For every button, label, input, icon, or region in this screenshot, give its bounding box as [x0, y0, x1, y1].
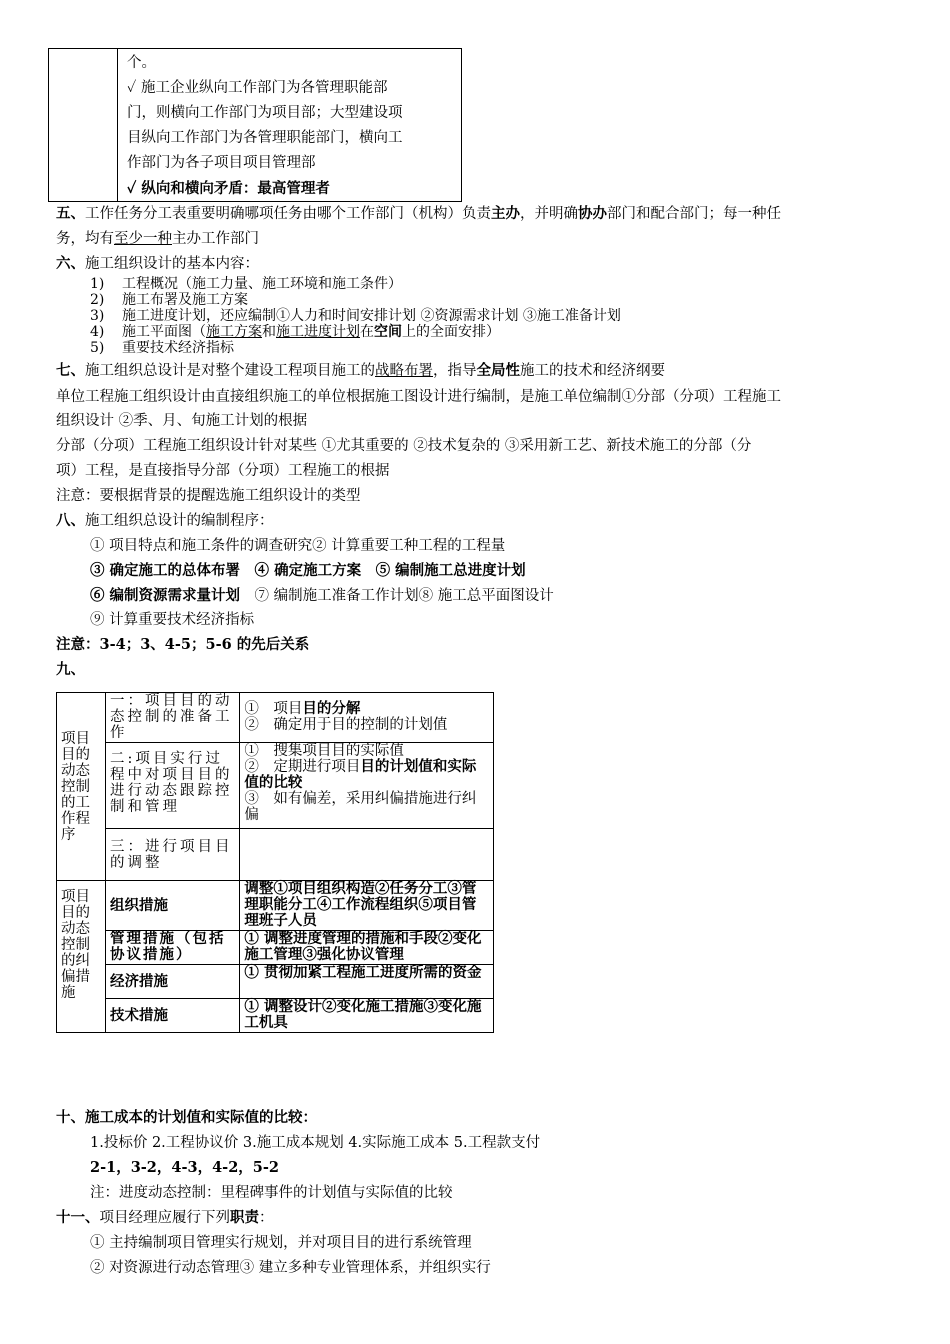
- table-cell: ① 调整进度管理的措施和手段②变化施工管理③强化协议管理: [240, 931, 494, 965]
- section-11-l1: ① 主持编制项目管理实行规划，并对项目目的进行系统管理: [90, 1235, 472, 1251]
- top-box-line: 门，则横向工作部门为项目部；大型建设项: [127, 105, 403, 121]
- top-box-line: 作部门为各子项目项目管理部: [127, 155, 316, 171]
- section-7-title: 七、施工组织总设计是对整个建设工程项目施工的战略布署，指导全局性施工的技术和经济纲要: [56, 362, 665, 379]
- top-box-line: ✓ 施工企业纵向工作部门为各管理职能部: [127, 80, 388, 96]
- top-box-divider: [117, 49, 118, 201]
- section-8-l3: ⑥ 编制资源需求量计划 ⑦ 编制施工准备工作计划⑧ 施工总平面图设计: [90, 587, 554, 604]
- top-box: [48, 48, 462, 202]
- section-8-l4: ⑨ 计算重要技术经济指标: [90, 612, 255, 628]
- top-box-line: 个。: [127, 55, 156, 71]
- section-7-p1a: 单位工程施工组织设计由直接组织施工的单位根据施工图设计进行编制，是施工单位编制①分部（分项）工程施工: [56, 389, 781, 405]
- section-10-l2: 2-1，3-2，4-3，4-2，5-2: [90, 1159, 279, 1176]
- section-7-note: 注意：要根据背景的提醒选施工组织设计的类型: [56, 488, 361, 504]
- section-10-title: 十、施工成本的计划值和实际值的比较：: [56, 1109, 317, 1126]
- group-label: 项目目的动态控制的纠偏措施: [57, 881, 106, 1033]
- section-7-p2a: 分部（分项）工程施工组织设计针对某些 ①尤其重要的 ②技术复杂的 ③采用新工艺、新技术施工的分部（分: [56, 438, 752, 454]
- section-8-l2: ③ 确定施工的总体布署 ④ 确定施工方案 ⑤ 编制施工总进度计划: [90, 562, 526, 579]
- table-cell: 调整①项目组织构造②任务分工③管理职能分工④工作流程组织⑤项目管理班子人员: [240, 881, 494, 931]
- section-10-l3: 注：进度动态控制：里程碑事件的计划值与实际值的比较: [90, 1185, 453, 1201]
- table-cell: ① 贯彻加紧工程施工进度所需的资金: [240, 965, 494, 999]
- section-6-title: 六、施工组织设计的基本内容：: [56, 255, 259, 272]
- table-cell: 组织措施: [106, 881, 240, 931]
- section-10-l1: 1.投标价 2.工程协议价 3.施工成本规划 4.实际施工成本 5.工程款支付: [90, 1135, 541, 1151]
- section-8-note: 注意：3-4；3、4-5；5-6 的先后关系: [56, 636, 310, 653]
- list-item: 5) 重要技术经济指标: [90, 340, 234, 356]
- list-item: 4) 施工平面图（施工方案和施工进度计划在空间上的全面安排）: [90, 324, 500, 340]
- list-item: 2) 施工布署及施工方案: [90, 292, 248, 308]
- section-7-p1b: 组织设计 ②季、月、旬施工计划的根据: [56, 413, 308, 429]
- section-6-list: [90, 276, 621, 356]
- table-cell: 二:项目实行过程中对项目目的进行动态跟踪控制和管理: [106, 743, 240, 829]
- table-cell: ① 调整设计②变化施工措施③变化施工机具: [240, 999, 494, 1033]
- table-cell: 技术措施: [106, 999, 240, 1033]
- top-box-line: ✓ 纵向和横向矛盾：最高管理者: [127, 180, 330, 197]
- table-cell: ① 搜集项目目的实际值 ② 定期进行项目目的计划值和实际值的比较 ③ 如有偏差，采用纠偏措施进行纠偏: [240, 743, 494, 829]
- section-8-l1: ① 项目特点和施工条件的调查研究② 计算重要工种工程的工程量: [90, 538, 506, 554]
- list-item: 1) 工程概况（施工力量、施工环境和施工条件）: [90, 276, 402, 292]
- table-cell: [240, 829, 494, 881]
- table-cell: 经济措施: [106, 965, 240, 999]
- table-cell: ① 项目目的分解 ② 确定用于目的控制的计划值: [240, 693, 494, 743]
- control-table: [56, 692, 494, 1033]
- section-8-title: 八、施工组织总设计的编制程序：: [56, 512, 274, 529]
- section-9-title: 九、: [56, 661, 85, 678]
- group-label: 项目目的动态控制的工作程序: [57, 693, 106, 881]
- table-cell: 管理措施（包括协议措施）: [106, 931, 240, 965]
- list-item: 3) 施工进度计划，还应编制①人力和时间安排计划 ②资源需求计划 ③施工准备计划: [90, 308, 621, 324]
- section-5-line2: 务，均有至少一种主办工作部门: [56, 231, 259, 247]
- section-11-title: 十一、项目经理应履行下列职责：: [56, 1209, 274, 1226]
- section-11-l2: ② 对资源进行动态管理③ 建立多种专业管理体系，并组织实行: [90, 1260, 491, 1276]
- top-box-line: 目纵向工作部门为各管理职能部门，横向工: [127, 130, 403, 146]
- table-cell: 一：项目目的动态控制的准备工作: [106, 693, 240, 743]
- section-5-line1: 五、工作任务分工表重要明确哪项任务由哪个工作部门（机构）负责主办，并明确协办部门和配合部门；每一种任: [56, 205, 781, 222]
- table-cell: 三：进行项目目的调整: [106, 829, 240, 881]
- section-7-p2b: 项）工程，是直接指导分部（分项）工程施工的根据: [56, 463, 390, 479]
